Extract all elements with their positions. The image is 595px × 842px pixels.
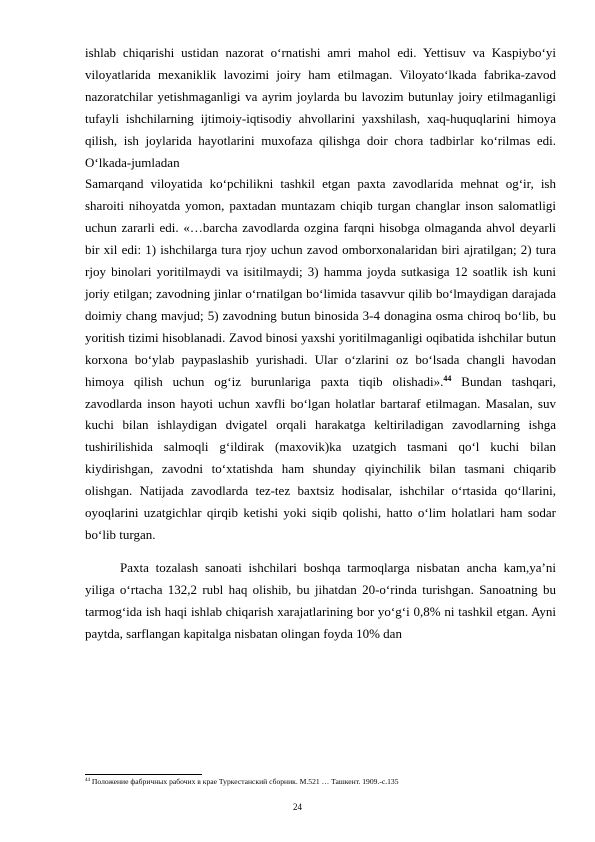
footnote-text: Положение фабричных рабочих в крае Туркестанский сборник. М.521 … Ташкент. 1909.-с.135 — [90, 777, 399, 786]
footnote-divider — [85, 774, 202, 775]
paragraph-1: ishlab chiqarishi ustidan nazorat o‘rnatishi amri mahol edi. Yettisuv va Kaspiybo‘yi viloyatlarida mexaniklik lavozimi joiry ham etilmagan. Viloyato‘lkada fabrika-zavod nazoratchilar yetishmaganligi va ayrim joylarda bu lavozim butunlay joiry etilmaganligi tufayli ishchilarning ijtimoiy-iqtisodiy ahvollarini yaxshilash, xaq-huquqlarini himoya qilish, ish joylarida hayotlarini muxofaza qilishga doir chora tadbirlar ko‘rilmas edi. O‘lkada-jumladan — [85, 45, 556, 170]
paragraph-2-text: Samarqand viloyatida ko‘pchilikni tashkil etgan paxta zavodlarida mehnat og‘ir, ish sharoiti nihoyatda yomon, paxtadan muntazam chiqib turgan changlar inson salomatligi uchun zararli edi. «…barcha zavodlarda ozgina farqni hisobga olmaganda ahvol deyarli bir xil edi: 1) ishchilarga tura rjoy uchun zavod omborxonalaridan biri ajratilgan; 2) tura rjoy binolari yoritilmaydi va isitilmaydi; 3) hamma joyda sutkasiga 12 soatlik ish kuni joriy etilgan; zavodning jinlar o‘rnatilgan bo‘limida tasavvur qilib bo‘lmaydigan darajada doimiy chang mavjud; 5) zavodning butun binosida 3-4 donagina osma chiroq bo‘lib, bu yoritish tizimi hisoblanadi. Zavod binosi yaxshi yoritilmaganligi oqibatida ishchilar butun korxona bo‘ylab paypaslashib yurishadi. Ular o‘zlarini oz bo‘lsada changli havodan himoya qilish uchun og‘iz burunlariga paxta tiqib olishadi». — [85, 176, 556, 389]
paragraph-3: Paxta tozalash sanoati ishchilari boshqa tarmoqlarga nisbatan ancha kam,ya’ni yiliga o‘rtacha 132,2 rubl haq olishib, bu jihatdan 20-o‘rinda turishgan. Sanoatning bu tarmog‘ida ish haqi ishlab chiqarish xarajatlarining bor yo‘g‘i 0,8% ni tashkil etgan. Ayni paytda, sarflangan kapitalga nisbatan olingan foyda 10% dan — [85, 559, 556, 641]
footnote-marker: 44 — [85, 778, 90, 783]
page-number: 24 — [293, 802, 302, 812]
page-body — [85, 42, 556, 644]
footnote-reference[interactable]: 44 — [443, 373, 452, 383]
footnote — [85, 777, 556, 787]
paragraph-2 — [85, 173, 556, 545]
paragraph-2-continuation: Bundan tashqari, zavodlarda inson hayoti uchun xavfli bo‘lgan holatlar bartaraf etilmagan. Masalan, suv kuchi bilan ishlaydigan dvigatel orqali harakatga keltiriladigan zavodlarning ishga tushirilishida salmoqli g‘ildirak (maxovik)ka uzatgich tasmani qo‘l kuchi bilan kiydirishgan, zavodni to‘xtatishda ham shunday qiyinchilik bilan tasmani chiqarib olishgan. Natijada zavodlarda tez-tez baxtsiz hodisalar, ishchilar o‘rtasida qo‘llarini, oyoqlarini uzatgichlar qirqib ketishi yoki siqib qolishi, hatto o‘lim holatlari ham sodar bo‘lib turgan. — [85, 373, 557, 542]
